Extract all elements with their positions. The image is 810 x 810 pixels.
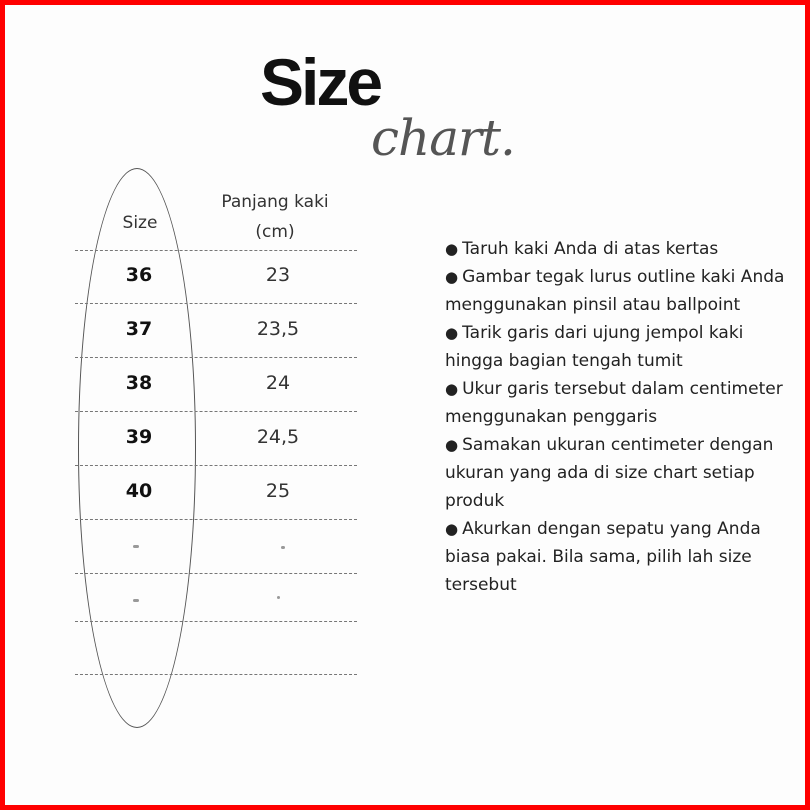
row-divider (75, 674, 357, 675)
table-row-size: 39 (125, 426, 153, 448)
bullet-icon: ● (445, 324, 459, 342)
instruction-text: Tarik garis dari ujung jempol kaki hingga bagian tengah tumit (445, 323, 744, 371)
instruction-text: Akurkan dengan sepatu yang Anda biasa pakai. Bila sama, pilih lah size tersebut (445, 519, 761, 595)
instruction-item (445, 515, 790, 599)
erased-mark (281, 546, 285, 549)
table-row-size: 36 (125, 264, 153, 286)
table-row-length: 24,5 (256, 426, 300, 448)
erased-mark (133, 599, 139, 602)
row-divider (75, 303, 357, 304)
table-row-size: 40 (125, 480, 153, 502)
column-header-size: Size (122, 213, 158, 233)
instruction-item (445, 235, 790, 263)
table-row-length: 23,5 (256, 318, 300, 340)
table-row-size: 38 (125, 372, 153, 394)
instruction-text: Gambar tegak lurus outline kaki Anda menggunakan pinsil atau ballpoint (445, 267, 785, 315)
instruction-text: Taruh kaki Anda di atas kertas (462, 239, 719, 259)
table-row-length: 25 (265, 480, 291, 502)
row-divider (75, 411, 357, 412)
instruction-item (445, 319, 790, 375)
title-chart: chart. (371, 109, 515, 167)
table-row-length: 23 (265, 264, 291, 286)
bullet-icon: ● (445, 520, 459, 538)
row-divider (75, 519, 357, 520)
column-header-length (195, 187, 355, 247)
row-divider (75, 465, 357, 466)
instruction-text: Ukur garis tersebut dalam centimeter menggunakan penggaris (445, 379, 783, 427)
row-divider (75, 573, 357, 574)
instruction-item (445, 263, 790, 319)
erased-mark (277, 596, 280, 599)
measuring-instructions (445, 235, 790, 599)
bullet-icon: ● (445, 436, 459, 454)
bullet-icon: ● (445, 268, 459, 286)
column-header-length-unit: (cm) (255, 222, 295, 242)
table-row-length: 24 (265, 372, 291, 394)
column-header-length-label: Panjang kaki (221, 192, 329, 212)
erased-mark (133, 545, 139, 548)
table-row-size: 37 (125, 318, 153, 340)
bullet-icon: ● (445, 240, 459, 258)
size-column-oval-outline (78, 168, 196, 728)
instruction-item (445, 431, 790, 515)
row-divider (75, 250, 357, 251)
row-divider (75, 357, 357, 358)
instruction-item (445, 375, 790, 431)
title-size: Size (260, 45, 381, 119)
bullet-icon: ● (445, 380, 459, 398)
row-divider (75, 621, 357, 622)
instruction-text: Samakan ukuran centimeter dengan ukuran yang ada di size chart setiap produk (445, 435, 774, 511)
